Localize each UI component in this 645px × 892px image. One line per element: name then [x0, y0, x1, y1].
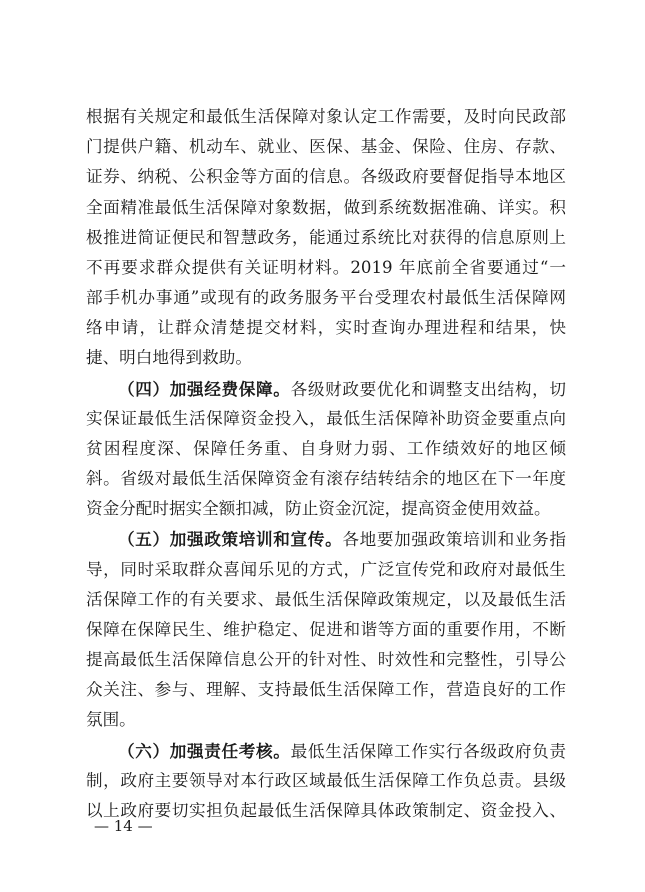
body-line: 门提供户籍、机动车、就业、医保、基金、保险、住房、存款、	[86, 137, 566, 157]
section-heading: （五）加强政策培训和宣传。	[118, 529, 343, 550]
body-line: 众关注、参与、理解、支持最低生活保障工作，营造良好的工作	[86, 680, 566, 700]
body-line: 制，政府主要领导对本行政区域最低生活保障工作负总责。县级	[86, 770, 566, 790]
body-line: 氛围。	[86, 710, 136, 730]
body-line: 部手机办事通”或现有的政务服务平台受理农村最低生活保障网	[86, 288, 566, 308]
body-line: 络申请，让群众清楚提交材料，实时查询办理进程和结果，快	[86, 318, 566, 338]
body-line: 保障在保障民生、维护稳定、促进和谐等方面的重要作用，不断	[86, 619, 566, 639]
section-first-line: （五）加强政策培训和宣传。各地要加强政策培训和业务指	[118, 529, 566, 550]
body-line: 提高最低生活保障信息公开的针对性、时效性和完整性，引导公	[86, 650, 566, 670]
section-heading: （六）加强责任考核。	[118, 740, 291, 761]
body-line: 资金分配时据实全额扣减，防止资金沉淀，提高资金使用效益。	[86, 499, 551, 519]
body-line: 导，同时采取群众喜闻乐见的方式，广泛宣传党和政府对最低生	[86, 559, 566, 579]
section-first-line: （四）加强经费保障。各级财政要优化和调整支出结构，切	[118, 378, 566, 399]
page-number: — 14 —	[94, 817, 153, 835]
body-line: 根据有关规定和最低生活保障对象认定工作需要，及时向民政部	[86, 107, 566, 126]
body-line: 不再要求群众提供有关证明材料。2019 年底前全省要通过“一	[86, 257, 566, 277]
body-line: 极推进简证便民和智慧政务，能通过系统比对获得的信息原则上	[86, 227, 566, 247]
body-line: 以上政府要切实担负起最低生活保障具体政策制定、资金投入、	[86, 801, 566, 820]
body-line: 全面精准最低生活保障对象数据，做到系统数据准确、详实。积	[86, 197, 566, 217]
body-line: 证券、纳税、公积金等方面的信息。各级政府要督促指导本地区	[86, 167, 566, 187]
body-line: 活保障工作的有关要求、最低生活保障政策规定，以及最低生活	[86, 589, 566, 609]
section-heading: （四）加强经费保障。	[118, 378, 291, 399]
body-line: 捷、明白地得到救助。	[86, 348, 252, 368]
body-line: 斜。省级对最低生活保障资金有滚存结转结余的地区在下一年度	[86, 469, 566, 489]
body-line: 实保证最低生活保障资金投入，最低生活保障补助资金要重点向	[86, 408, 566, 428]
section-first-line: （六）加强责任考核。最低生活保障工作实行各级政府负责	[118, 740, 566, 761]
body-line: 贫困程度深、保障任务重、自身财力弱、工作绩效好的地区倾	[86, 438, 566, 458]
